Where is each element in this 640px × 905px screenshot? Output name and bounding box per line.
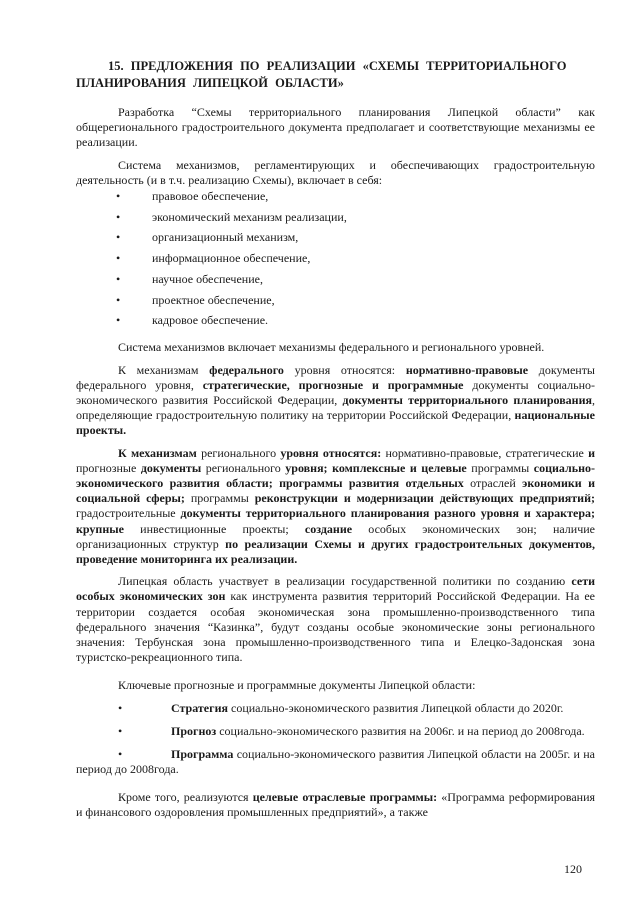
list-item: • правовое обеспечение, (116, 189, 269, 204)
heading-line-2: ПЛАНИРОВАНИЯ ЛИПЕЦКОЙ ОБЛАСТИ» (76, 76, 344, 90)
paragraph-system: Система механизмов, регламентирующих и обеспечивающих градостроительную деятельность (и в т.ч. реализацию Схемы), включает в себя: (76, 157, 595, 187)
bullet-icon: • (116, 313, 121, 328)
bullet-icon: • (116, 209, 121, 224)
list-item: • проектное обеспечение, (116, 292, 275, 307)
bullet-icon: • (116, 230, 121, 245)
heading-line-1: 15. ПРЕДЛОЖЕНИЯ ПО РЕАЛИЗАЦИИ «СХЕМЫ ТЕРРИТОРИАЛЬНОГО (108, 59, 567, 73)
paragraph-key-documents: Ключевые прогнозные и программные документы Липецкой области: (118, 677, 476, 692)
bullet-icon: • (118, 723, 123, 738)
bullet-icon: • (116, 251, 121, 266)
paragraph-economic-zones: Липецкая область участвует в реализации государственной политики по созданию сети особых экономических зон как инструмента развития территорий Российской Федерации. На ее территории создается особая экономическая зона промышленно-производственного типа федерального значения “Казинка”, будут созданы особые экономические зоны регионального значения: Тербунская зона промышленно-производственного типа и Елецко-Задонская зона туристско-рекреационного типа. (76, 574, 595, 665)
bullet-icon: • (118, 700, 123, 715)
list-item: • научное обеспечение, (116, 271, 263, 286)
section-heading (76, 58, 595, 92)
list-item: • информационное обеспечение, (116, 251, 311, 266)
key-document-item: • Стратегия социально-экономического развития Липецкой области до 2020г. (76, 701, 595, 716)
bullet-icon: • (118, 747, 123, 762)
bullet-icon: • (116, 271, 121, 286)
key-document-item: • Программа социально-экономического развития Липецкой области на 2005г. и на период до 2008года. (76, 747, 595, 777)
paragraph-regional: К механизмам регионального уровня относятся: нормативно-правовые, стратегические и прогнозные документы регионального уровня; комплексные и целевые программы социально-экономического развития области; программы развития отдельных отраслей экономики и социальной сферы; программы реконструкции и модернизации действующих предприятий; градостроительные документы территориального планирования разного уровня и характера; крупные инвестиционные проекты; создание особых экономических зон; наличие организационных структур по реализации Схемы и других градостроительных документов, проведение мониторинга их реализации. (76, 445, 595, 567)
paragraph-federal: К механизмам федерального уровня относятся: нормативно-правовые документы федерального уровня, стратегические, прогнозные и программные документы социально-экономического развития Российской Федерации, документы территориального планирования, определяющие градостроительную политику на территории Российской Федерации, национальные проекты. (76, 362, 596, 438)
bullet-icon: • (116, 189, 121, 204)
paragraph-levels: Система механизмов включает механизмы федерального и регионального уровней. (118, 340, 545, 355)
mechanism-list (76, 189, 595, 328)
page-content (76, 58, 595, 820)
paragraph-intro: Разработка “Схемы территориального планирования Липецкой области” как общерегионального градостроительного документа предполагает и соответствующие механизмы ее реализации. (76, 105, 595, 150)
bullet-icon: • (116, 292, 121, 307)
paragraph-target-programs: Кроме того, реализуются целевые отраслевые программы: «Программа реформирования и финансового оздоровления промышленных предприятий», а также (76, 789, 596, 819)
list-item: • кадровое обеспечение. (116, 313, 269, 328)
list-item: • экономический механизм реализации, (116, 209, 347, 224)
page-number: 120 (564, 862, 582, 876)
list-item: • организационный механизм, (116, 230, 299, 245)
key-document-item: • Прогноз социально-экономического развития на 2006г. и на период до 2008года. (76, 724, 595, 739)
